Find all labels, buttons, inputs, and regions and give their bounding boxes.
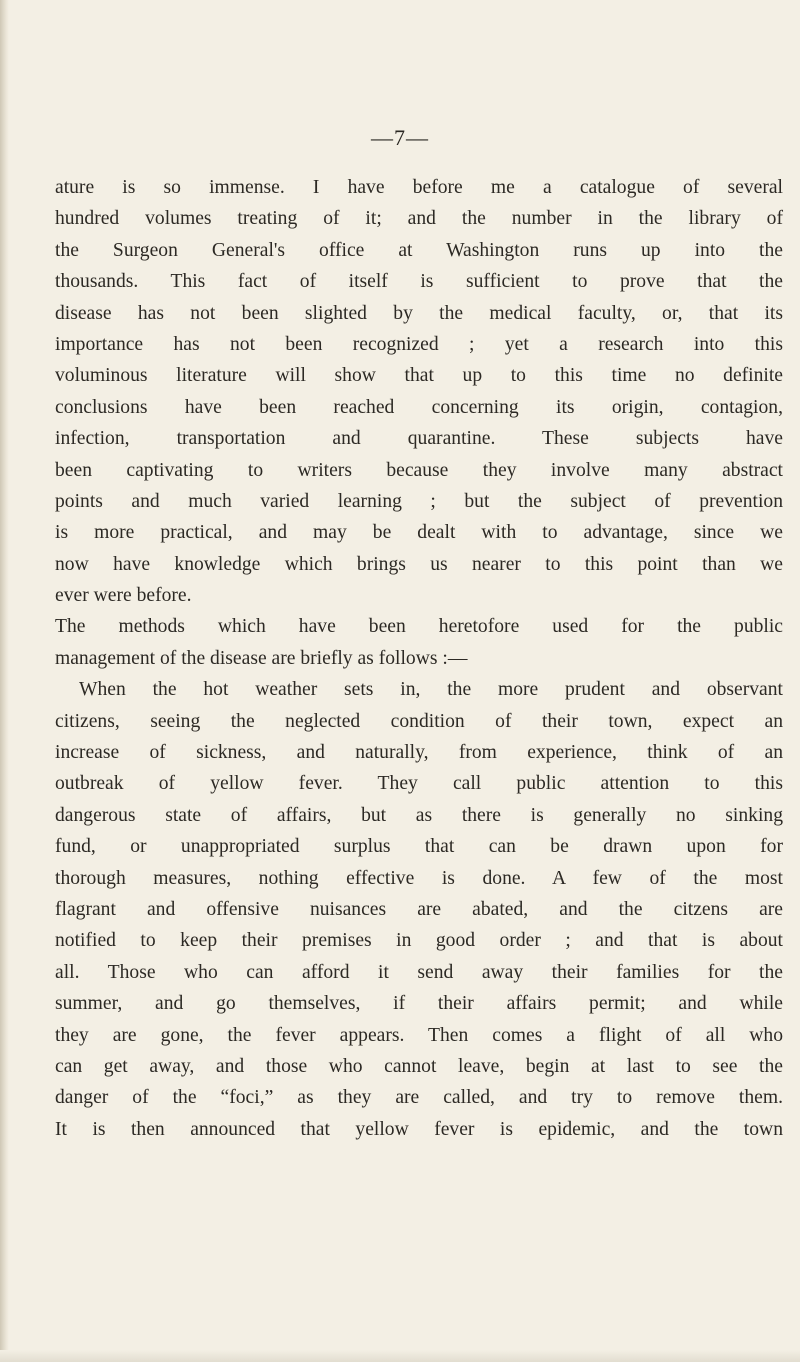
- text-line: conclusions have been reached concerning its origin, contagion,: [55, 396, 783, 418]
- text-line: all. Those who can afford it send away their families for the: [55, 961, 783, 983]
- text-line: can get away, and those who cannot leave, begin at last to see the: [55, 1055, 783, 1077]
- page-bottom-edge: [0, 1350, 800, 1362]
- text-line: now have knowledge which brings us nearer to this point than we: [55, 553, 783, 575]
- text-line: they are gone, the fever appears. Then comes a flight of all who: [55, 1024, 783, 1046]
- text-line: summer, and go themselves, if their affairs permit; and while: [55, 993, 783, 1015]
- text-line: danger of the “foci,” as they are called, and try to remove them.: [55, 1087, 783, 1109]
- text-line: been captivating to writers because they involve many abstract: [55, 459, 783, 481]
- text-line: ature is so immense. I have before me a catalogue of several: [55, 177, 783, 198]
- text-line: dangerous state of affairs, but as there is generally no sinking: [55, 804, 783, 826]
- text-line: outbreak of yellow fever. They call public attention to this: [55, 773, 783, 795]
- text-line: management of the disease are briefly as follows :—: [55, 647, 468, 669]
- text-line: notified to keep their premises in good order ; and that is about: [55, 930, 783, 952]
- text-line: fund, or unappropriated surplus that can be drawn upon for: [55, 836, 783, 858]
- text-line: increase of sickness, and naturally, from experience, think of an: [55, 742, 783, 764]
- text-line: It is then announced that yellow fever is epidemic, and the town: [55, 1118, 783, 1140]
- text-line: The methods which have been heretofore used for the public: [55, 616, 783, 638]
- text-line: citizens, seeing the neglected condition of their town, expect an: [55, 710, 783, 732]
- text-line: thousands. This fact of itself is sufficient to prove that the: [55, 271, 783, 293]
- text-line: disease has not been slighted by the medical faculty, or, that its: [55, 302, 783, 324]
- text-line: flagrant and offensive nuisances are abated, and the citzens are: [55, 898, 783, 920]
- text-line: is more practical, and may be dealt with to advantage, since we: [55, 522, 783, 544]
- text-line: importance has not been recognized ; yet a research into this: [55, 333, 783, 355]
- text-line: voluminous literature will show that up to this time no definite: [55, 365, 783, 387]
- page-binding-edge: [0, 0, 9, 1362]
- body-text: [55, 172, 783, 1145]
- text-line: points and much varied learning ; but the subject of prevention: [55, 490, 783, 512]
- text-line: When the hot weather sets in, the more prudent and observant: [79, 679, 783, 701]
- text-line: hundred volumes treating of it; and the number in the library of: [55, 208, 783, 230]
- text-line: thorough measures, nothing effective is done. A few of the most: [55, 867, 783, 889]
- text-line: the Surgeon General's office at Washington runs up into the: [55, 239, 783, 261]
- text-line: ever were before.: [55, 585, 192, 607]
- text-line: infection, transportation and quarantine. These subjects have: [55, 428, 783, 450]
- page-number: —7—: [371, 125, 429, 150]
